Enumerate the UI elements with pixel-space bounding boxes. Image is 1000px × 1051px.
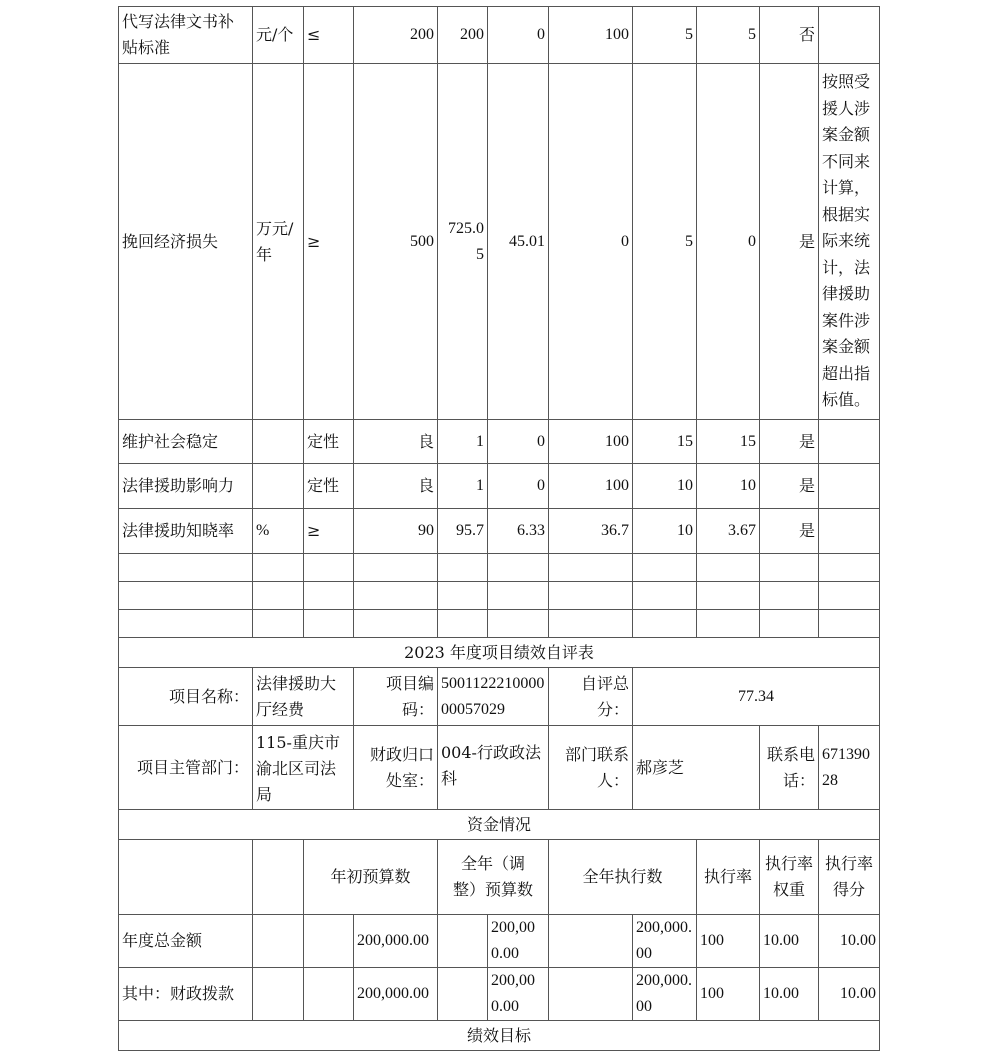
metric-operator: ≥: [304, 509, 354, 554]
empty-row: [119, 554, 880, 582]
metric-completion: 100: [549, 464, 633, 509]
metric-score: 5: [697, 7, 760, 64]
project-code-label: 项目编码：: [354, 668, 438, 726]
goals-title: 绩效目标: [119, 1021, 880, 1051]
table-row: [119, 64, 880, 420]
metric-deviation: 6.33: [488, 509, 549, 554]
table-row: [119, 509, 880, 554]
metric-score: 0: [697, 64, 760, 420]
project-code: 500112221000000057029: [438, 668, 549, 726]
metric-note: [819, 509, 880, 554]
metric-weight: 5: [633, 7, 697, 64]
funds-initial: 200,000.00: [354, 915, 438, 968]
funds-title: 资金情况: [119, 810, 880, 840]
funds-executed: 200,000.00: [633, 915, 697, 968]
metric-completion: 36.7: [549, 509, 633, 554]
funds-row-label: 年度总金额: [119, 915, 253, 968]
rate-weight-header: 执行率权重: [760, 840, 819, 915]
metric-met: 是: [760, 509, 819, 554]
metric-target: 500: [354, 64, 438, 420]
adjusted-budget-header: 全年（调整）预算数: [438, 840, 549, 915]
empty-row: [119, 610, 880, 638]
metric-operator: ≥: [304, 64, 354, 420]
funds-row: [119, 968, 880, 1021]
phone: 67139028: [819, 726, 880, 810]
contact: 郝彦芝: [633, 726, 760, 810]
dept: 115-重庆市渝北区司法局: [253, 726, 354, 810]
form-title: 2023 年度项目绩效自评表: [119, 638, 880, 668]
department-row: [119, 726, 880, 810]
metric-completion: 0: [549, 64, 633, 420]
metric-score: 3.67: [697, 509, 760, 554]
metric-operator: 定性: [304, 464, 354, 509]
office-label: 财政归口处室：: [354, 726, 438, 810]
project-name: 法律援助大厅经费: [253, 668, 354, 726]
funds-score: 10.00: [819, 915, 880, 968]
metric-note: [819, 464, 880, 509]
metric-deviation: 0: [488, 420, 549, 464]
metric-met: 是: [760, 464, 819, 509]
metric-weight: 5: [633, 64, 697, 420]
metric-weight: 10: [633, 464, 697, 509]
funds-initial: 200,000.00: [354, 968, 438, 1021]
funds-weight: 10.00: [760, 915, 819, 968]
metric-note: [819, 7, 880, 64]
metric-score: 15: [697, 420, 760, 464]
metric-deviation: 45.01: [488, 64, 549, 420]
metric-unit: 万元/年: [253, 64, 304, 420]
funds-title-row: [119, 810, 880, 840]
table-row: [119, 7, 880, 64]
funds-rate: 100: [697, 915, 760, 968]
metric-target: 良: [354, 464, 438, 509]
funds-header-row: [119, 840, 880, 915]
project-info-row: [119, 668, 880, 726]
metric-actual: 1: [438, 420, 488, 464]
metric-completion: 100: [549, 420, 633, 464]
rate-header: 执行率: [697, 840, 760, 915]
metric-actual: 1: [438, 464, 488, 509]
funds-weight: 10.00: [760, 968, 819, 1021]
metric-weight: 10: [633, 509, 697, 554]
empty-row: [119, 582, 880, 610]
table-row: [119, 464, 880, 509]
metric-target: 良: [354, 420, 438, 464]
metric-name: 法律援助影响力: [119, 464, 253, 509]
dept-label: 项目主管部门：: [119, 726, 253, 810]
metric-name: 代写法律文书补贴标准: [119, 7, 253, 64]
metric-score: 10: [697, 464, 760, 509]
metric-actual: 200: [438, 7, 488, 64]
metric-unit: [253, 420, 304, 464]
metric-name: 维护社会稳定: [119, 420, 253, 464]
metric-note: 按照受援人涉案金额不同来计算，根据实际来统计，法律援助案件涉案金额超出指标值。: [819, 64, 880, 420]
metric-deviation: 0: [488, 7, 549, 64]
table-row: [119, 420, 880, 464]
metric-unit: [253, 464, 304, 509]
project-name-label: 项目名称：: [119, 668, 253, 726]
goals-title-row: [119, 1021, 880, 1051]
funds-score: 10.00: [819, 968, 880, 1021]
contact-label: 部门联系人：: [549, 726, 633, 810]
funds-rate: 100: [697, 968, 760, 1021]
rate-score-header: 执行率得分: [819, 840, 880, 915]
metric-unit: 元/个: [253, 7, 304, 64]
metric-target: 90: [354, 509, 438, 554]
office: 004-行政政法科: [438, 726, 549, 810]
funds-adjusted: 200,000.00: [488, 968, 549, 1021]
phone-label: 联系电话：: [760, 726, 819, 810]
funds-executed: 200,000.00: [633, 968, 697, 1021]
self-score-label: 自评总分：: [549, 668, 633, 726]
metric-unit: %: [253, 509, 304, 554]
metric-note: [819, 420, 880, 464]
metric-actual: 95.7: [438, 509, 488, 554]
metric-target: 200: [354, 7, 438, 64]
metric-name: 挽回经济损失: [119, 64, 253, 420]
executed-header: 全年执行数: [549, 840, 697, 915]
funds-row-label: 其中：财政拨款: [119, 968, 253, 1021]
metric-actual: 725.05: [438, 64, 488, 420]
metric-met: 是: [760, 420, 819, 464]
metric-operator: ≤: [304, 7, 354, 64]
metric-deviation: 0: [488, 464, 549, 509]
metric-operator: 定性: [304, 420, 354, 464]
form-title-row: [119, 638, 880, 668]
metric-weight: 15: [633, 420, 697, 464]
metric-name: 法律援助知晓率: [119, 509, 253, 554]
metric-completion: 100: [549, 7, 633, 64]
initial-budget-header: 年初预算数: [304, 840, 438, 915]
metric-met: 否: [760, 7, 819, 64]
funds-adjusted: 200,000.00: [488, 915, 549, 968]
performance-table: [118, 6, 880, 1051]
metric-met: 是: [760, 64, 819, 420]
funds-row: [119, 915, 880, 968]
self-score: 77.34: [633, 668, 880, 726]
